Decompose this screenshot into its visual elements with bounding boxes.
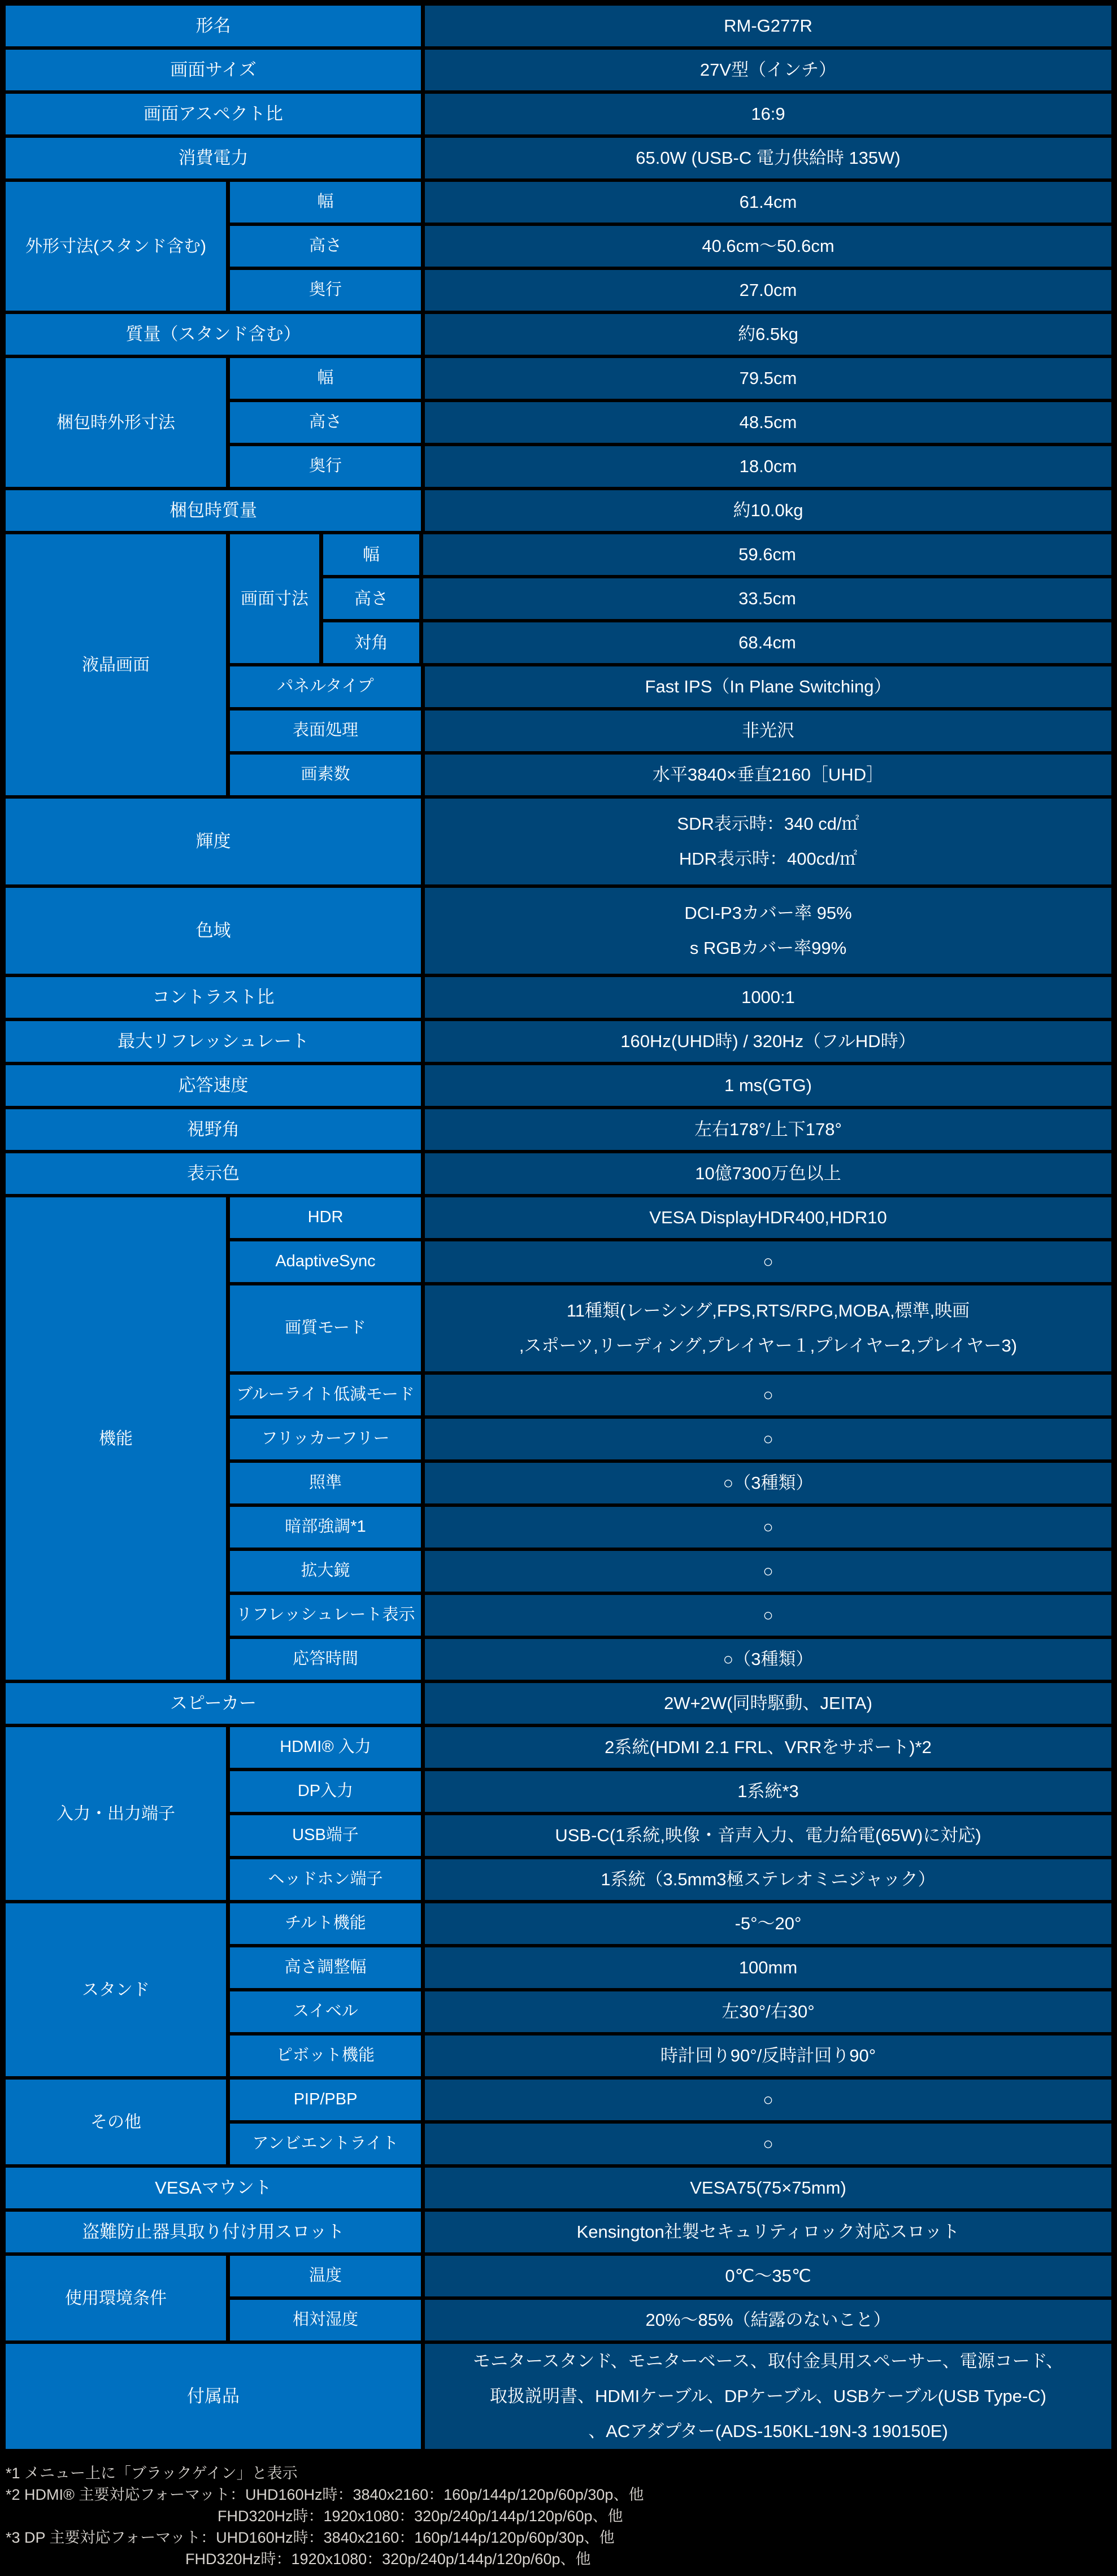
row-value-line: 11種類(レーシング,FPS,RTS/RPG,MOBA,標準,映画 [566,1301,970,1320]
row-value: 1000:1 [425,977,1111,1018]
spec-row [6,490,1111,531]
spec-row [230,182,1111,223]
row-label: ヘッドホン端子 [230,1859,421,1900]
row-label: 幅 [230,182,421,223]
row-label: 画面アスペクト比 [6,94,421,134]
row-label: 盗難防止器具取り付け用スロット [6,2212,421,2252]
row-value: 約6.5kg [425,314,1111,355]
row-value: 時計回り90°/反時計回り90° [425,2035,1111,2076]
row-label: 応答速度 [6,1065,421,1106]
spec-row [230,1197,1111,1238]
row-value: Fast IPS（In Plane Switching） [425,666,1111,707]
row-label: 画素数 [230,755,421,795]
spec-row [230,1771,1111,1812]
spec-group [6,2080,1111,2164]
row-value: 59.6cm [423,534,1111,575]
row-label: 高さ調整幅 [230,1947,421,1988]
row-value: 非光沢 [425,711,1111,751]
spec-row [6,1065,1111,1106]
row-value: 16:9 [425,94,1111,134]
row-label: ピボット機能 [230,2035,421,2076]
group-label: その他 [6,2080,226,2164]
spec-row [230,270,1111,311]
spec-row [230,1727,1111,1768]
spec-group [6,534,1111,795]
group-label: 機能 [6,1197,226,1680]
row-value: ○ [425,2080,1111,2120]
row-value: 27V型（インチ） [425,50,1111,90]
spec-row [6,1109,1111,1150]
spec-group [6,358,1111,487]
spec-group [6,1903,1111,2076]
group-rows [230,1727,1111,1900]
row-label: 質量（スタンド含む） [6,314,421,355]
row-label: 梱包時質量 [6,490,421,531]
row-value: USB-C(1系統,映像・音声入力、電力給電(65W)に対応) [425,1815,1111,1856]
spec-row [6,977,1111,1018]
row-label: PIP/PBP [230,2080,421,2120]
spec-row [230,2124,1111,2164]
row-value: 160Hz(UHD時) / 320Hz（フルHD時） [425,1021,1111,1062]
row-label: 高さ [230,402,421,443]
row-label: チルト機能 [230,1903,421,1944]
spec-row [230,711,1111,751]
row-label: 色域 [6,888,421,974]
spec-row [6,1153,1111,1194]
row-value: ○ [425,1375,1111,1415]
group-rows [230,2256,1111,2340]
group-label: 入力・出力端子 [6,1727,226,1900]
footnote-line: *1 メニュー上に「ブラックゲイン」と表示 [6,2465,298,2482]
row-value: 2W+2W(同時駆動、JEITA) [425,1683,1111,1724]
row-value-line: 、ACアダプター(ADS-150KL-19N-3 190150E) [588,2421,948,2441]
row-value: 約10.0kg [425,490,1111,531]
row-label: DP入力 [230,1771,421,1812]
row-value: ○ [425,2124,1111,2164]
spec-row [230,1419,1111,1459]
spec-row [6,1021,1111,1062]
spec-group [6,1197,1111,1680]
group-label: 梱包時外形寸法 [6,358,226,487]
row-label: 拡大鏡 [230,1551,421,1592]
spec-group [6,2256,1111,2340]
row-label: 幅 [230,358,421,399]
row-value-line: SDR表示時：340 cd/㎡ [677,814,859,834]
row-value: VESA DisplayHDR400,HDR10 [425,1197,1111,1238]
row-value: 20%～85%（結露のないこと） [425,2300,1111,2340]
spec-row [230,226,1111,267]
row-value: -5°～20° [425,1903,1111,1944]
row-value: 79.5cm [425,358,1111,399]
spec-row [230,1551,1111,1592]
row-value-line: ,スポーツ,リーディング,プレイヤー１,プレイヤー2,プレイヤー3) [519,1336,1018,1355]
spec-row [230,755,1111,795]
spec-row [6,314,1111,355]
row-value: 40.6cm～50.6cm [425,226,1111,267]
group-rows [230,358,1111,487]
spec-row [230,1947,1111,1988]
spec-row [6,6,1111,46]
spec-group [6,1727,1111,1900]
row-value: 0℃～35℃ [425,2256,1111,2296]
spec-row [230,1639,1111,1680]
spec-row [230,2035,1111,2076]
spec-row [230,1903,1111,1944]
row-label: パネルタイプ [230,666,421,707]
row-value: ○ [425,1595,1111,1636]
row-label: 視野角 [6,1109,421,1150]
spec-row [323,622,1111,663]
row-value: 2系統(HDMI 2.1 FRL、VRRをサポート)*2 [425,1727,1111,1768]
row-label: 画質モード [230,1285,421,1371]
row-label: 形名 [6,6,421,46]
row-value: 27.0cm [425,270,1111,311]
row-value: RM-G277R [425,6,1111,46]
row-label: コントラスト比 [6,977,421,1018]
row-label: ブルーライト低減モード [230,1375,421,1415]
group-rows [230,182,1111,311]
row-label: 高さ [323,578,419,619]
spec-row [6,138,1111,178]
row-value: ○ [425,1241,1111,1282]
footnote-line: FHD320Hz時：1920x1080：320p/240p/144p/120p/60p、他 [185,2551,591,2568]
row-label: アンビエントライト [230,2124,421,2164]
row-label: USB端子 [230,1815,421,1856]
row-value: 65.0W (USB-C 電力供給時 135W) [425,138,1111,178]
row-value: 1 ms(GTG) [425,1065,1111,1106]
row-value: 61.4cm [425,182,1111,223]
footnote-line: *3 DP 主要対応フォーマット：UHD160Hz時：3840x2160：160p/144p/120p/60p/30p、他 [6,2529,615,2546]
row-value-line: 取扱説明書、HDMIケーブル、DPケーブル、USBケーブル(USB Type-C) [489,2386,1047,2406]
spec-row [6,2212,1111,2252]
row-value: 10億7300万色以上 [425,1153,1111,1194]
footnotes [6,2462,1111,2570]
row-label: 対角 [323,622,419,663]
row-label: スピーカー [6,1683,421,1724]
spec-row [230,402,1111,443]
row-label: 輝度 [6,799,421,884]
row-label: AdaptiveSync [230,1241,421,1282]
spec-row [230,2080,1111,2120]
row-value [425,888,1111,974]
row-value: 1系統（3.5mm3極ステレオミニジャック） [425,1859,1111,1900]
row-label: 画面サイズ [6,50,421,90]
spec-row [6,94,1111,134]
group-rows [230,1197,1111,1680]
row-label: 奥行 [230,446,421,487]
spec-row [230,1507,1111,1548]
spec-row [230,2300,1111,2340]
row-label: 最大リフレッシュレート [6,1021,421,1062]
row-value-line: DCI-P3カバー率 95% [684,903,852,923]
spec-row [6,50,1111,90]
spec-row [230,1859,1111,1900]
spec-row [6,1683,1111,1724]
row-label: 応答時間 [230,1639,421,1680]
row-value: 1系統*3 [425,1771,1111,1812]
row-value: 48.5cm [425,402,1111,443]
row-label: スイベル [230,1991,421,2032]
footnote-line: FHD320Hz時：1920x1080：320p/240p/144p/120p/60p、他 [218,2508,623,2525]
spec-row [230,2256,1111,2296]
row-label: 照準 [230,1463,421,1503]
spec-row [6,799,1111,884]
footnote-line: *2 HDMI® 主要対応フォーマット：UHD160Hz時：3840x2160：160p/144p/120p/60p/30p、他 [6,2486,644,2503]
row-label: 相対湿度 [230,2300,421,2340]
row-value: VESA75(75×75mm) [425,2168,1111,2208]
row-label: 表示色 [6,1153,421,1194]
row-label: 暗部強調*1 [230,1507,421,1548]
spec-row [230,1595,1111,1636]
row-label: 表面処理 [230,711,421,751]
row-label: 温度 [230,2256,421,2296]
row-value-line: モニタースタンド、モニターベース、取付金具用スペーサー、電源コード、 [472,2351,1063,2371]
row-label: 付属品 [6,2344,421,2449]
spec-row [230,666,1111,707]
group-rows [230,1903,1111,2076]
spec-row [323,578,1111,619]
spec-row [230,1463,1111,1503]
row-label: リフレッシュレート表示 [230,1595,421,1636]
row-label: 高さ [230,226,421,267]
spec-row [6,888,1111,974]
spec-row [6,2168,1111,2208]
group-label: 液晶画面 [6,534,226,795]
spec-row [230,446,1111,487]
spec-row [230,358,1111,399]
spec-row [230,1375,1111,1415]
row-value: 左30°/右30° [425,1991,1111,2032]
row-label: HDMI® 入力 [230,1727,421,1768]
row-value: ○ [425,1551,1111,1592]
spec-row [6,2344,1111,2449]
row-label: VESAマウント [6,2168,421,2208]
spec-row [230,1241,1111,1282]
row-value-line: HDR表示時：400cd/㎡ [679,849,858,869]
row-value: 左右178°/上下178° [425,1109,1111,1150]
spec-row [230,1285,1111,1371]
row-label: 幅 [323,534,419,575]
spec-subgroup [230,534,1111,663]
row-value [425,799,1111,884]
row-value [425,1285,1111,1371]
row-value: 33.5cm [423,578,1111,619]
row-value: ○ [425,1419,1111,1459]
row-label: 消費電力 [6,138,421,178]
spec-group [6,182,1111,311]
spec-row [230,1991,1111,2032]
group-rows [230,534,1111,795]
group-rows [230,2080,1111,2164]
row-label: 奥行 [230,270,421,311]
group-label: 使用環境条件 [6,2256,226,2340]
subgroup-rows [323,534,1111,663]
spec-table [6,6,1111,2449]
row-value: ○（3種類） [425,1463,1111,1503]
row-value-line: s RGBカバー率99% [689,938,847,958]
group-label: 外形寸法(スタンド含む) [6,182,226,311]
subgroup-label: 画面寸法 [230,534,319,663]
row-label: フリッカーフリー [230,1419,421,1459]
row-value: ○ [425,1507,1111,1548]
spec-row [230,1815,1111,1856]
row-value: ○（3種類） [425,1639,1111,1680]
row-value: Kensington社製セキュリティロック対応スロット [425,2212,1111,2252]
spec-row [323,534,1111,575]
row-value: 68.4cm [423,622,1111,663]
row-value [425,2344,1111,2449]
row-value: 水平3840×垂直2160［UHD］ [425,755,1111,795]
group-label: スタンド [6,1903,226,2076]
row-value: 18.0cm [425,446,1111,487]
row-value: 100mm [425,1947,1111,1988]
row-label: HDR [230,1197,421,1238]
